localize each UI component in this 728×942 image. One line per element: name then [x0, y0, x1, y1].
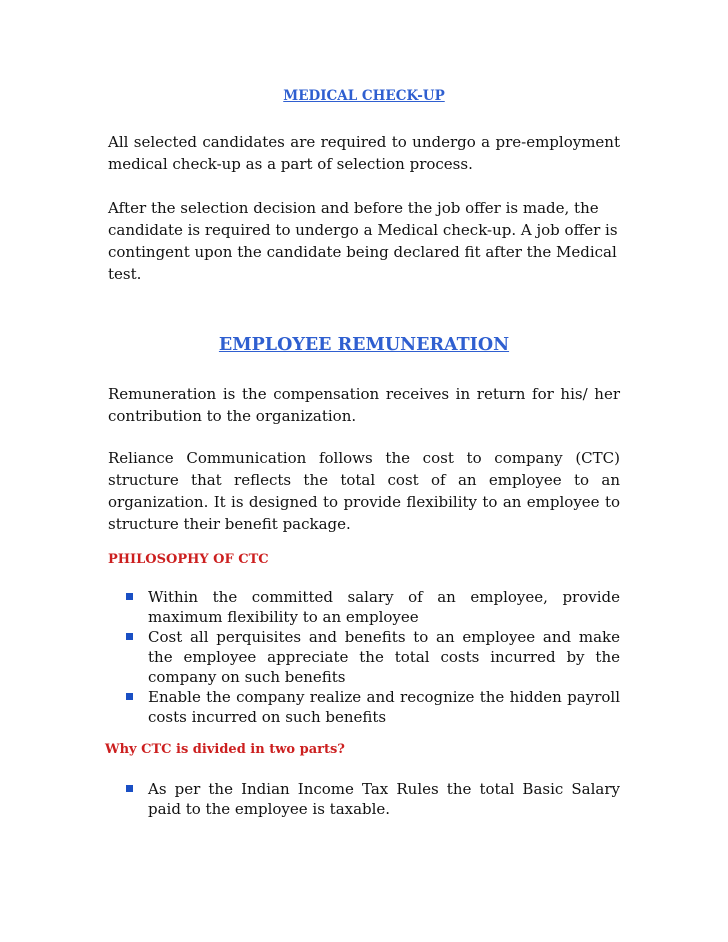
philosophy-of-ctc-heading: PHILOSOPHY OF CTC [108, 552, 269, 567]
list-item [148, 687, 620, 727]
medical-checkup-heading: MEDICAL CHECK-UP [283, 88, 445, 104]
why-ctc-bullet-list [108, 779, 620, 819]
philosophy-bullet-list [108, 587, 620, 727]
why-ctc-heading: Why CTC is divided in two parts? [105, 742, 345, 757]
bullet-text: Within the committed salary of an employee, provide maximum flexibility to an employee [148, 588, 620, 626]
remuneration-paragraph-2: Reliance Communication follows the cost to company (CTC) structure that reflects the total cost of an employee to an organization. It is designed to provide flexibility to an employee to structure their benefit package. [108, 449, 620, 533]
bullet-text: Cost all perquisites and benefits to an employee and make the employee appreciate the total costs incurred by the company on such benefits [148, 628, 620, 686]
medical-paragraph-1: All selected candidates are required to undergo a pre-employment medical check-up as a part of selection process. [108, 133, 620, 173]
list-item [148, 627, 620, 687]
document-page [105, 86, 620, 819]
bullet-text: Enable the company realize and recognize the hidden payroll costs incurred on such benefits [148, 688, 620, 726]
square-bullet-icon [126, 633, 133, 640]
employee-remuneration-heading: EMPLOYEE REMUNERATION [218, 335, 510, 355]
square-bullet-icon [126, 785, 133, 792]
list-item [148, 779, 620, 819]
remuneration-paragraph-1: Remuneration is the compensation receives in return for his/ her contribution to the organization. [108, 385, 620, 425]
square-bullet-icon [126, 593, 133, 600]
medical-paragraph-2: After the selection decision and before the job offer is made, the candidate is required to undergo a Medical check-up. A job offer is contingent upon the candidate being declared fit after the Medical test. [108, 199, 618, 283]
list-item [148, 587, 620, 627]
square-bullet-icon [126, 693, 133, 700]
bullet-text: As per the Indian Income Tax Rules the total Basic Salary paid to the employee is taxable. [148, 780, 620, 818]
